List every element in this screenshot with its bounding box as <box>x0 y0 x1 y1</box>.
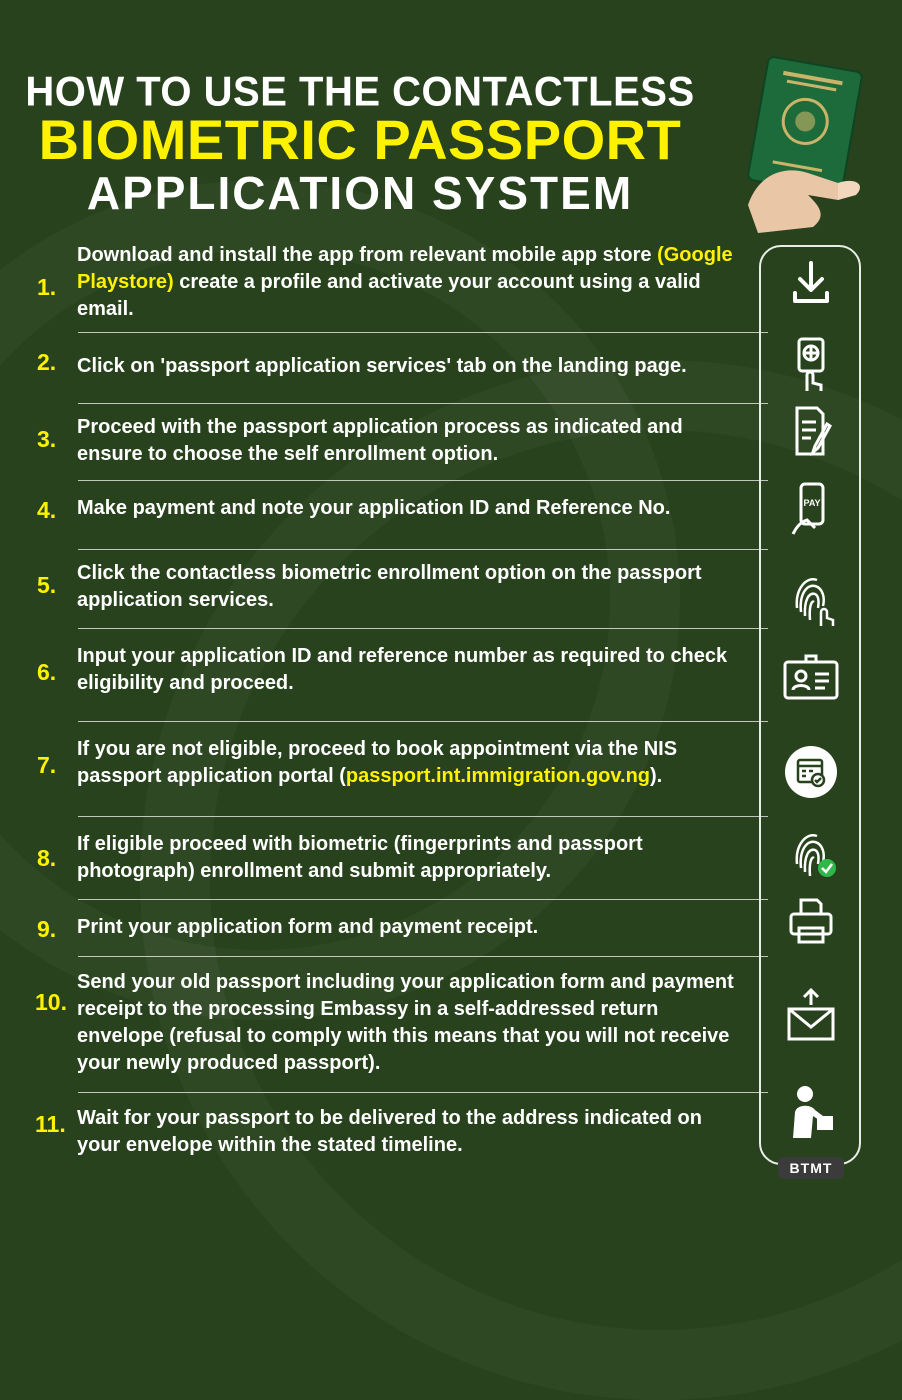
step-number: 3. <box>37 426 57 452</box>
step-text: Send your old passport including your application form and payment receipt to the processing Embassy in a self-addressed return envelope (refusal to comply with this means that you will not receive your newly produced passport). <box>77 971 734 1074</box>
title-line-2: BIOMETRIC PASSPORT <box>38 108 682 171</box>
title-line-3: APPLICATION SYSTEM <box>86 167 634 219</box>
step-text: Wait for your passport to be delivered to the address indicated on your envelope within the stated timeline. <box>77 1107 702 1156</box>
passport-in-hand-illustration <box>738 55 888 235</box>
step-2 <box>30 333 740 403</box>
svg-text:PAY: PAY <box>803 498 821 508</box>
step-number: 11. <box>35 1111 66 1137</box>
step-number: 2. <box>37 349 57 375</box>
step-number: 5. <box>37 572 57 598</box>
step-number: 9. <box>37 916 57 942</box>
portal-link[interactable]: passport.int.immigration.gov.ng <box>345 765 651 787</box>
document-edit-icon <box>771 402 851 462</box>
download-icon <box>771 255 851 315</box>
fingerprint-touch-icon <box>771 568 851 628</box>
step-text: If eligible proceed with biometric (fingerprints and passport photograph) enrollment and submit appropriately. <box>77 833 643 882</box>
phone-pay-icon <box>771 482 851 542</box>
step-4 <box>30 481 740 549</box>
step-text: If you are not eligible, proceed to book appointment via the NIS passport application portal (passport.int.immigration.gov.ng). <box>77 738 678 787</box>
step-text: Download and install the app from relevant mobile app store (Google Playstore) create a profile and activate your account using a valid email. <box>77 244 733 320</box>
step-number: 4. <box>37 497 57 523</box>
step-3 <box>30 404 740 480</box>
step-text: Input your application ID and reference number as required to check eligibility and proceed. <box>77 645 728 694</box>
step-5 <box>30 550 740 628</box>
step-10 <box>30 957 740 1092</box>
step-number: 10. <box>35 989 67 1015</box>
printer-icon <box>771 892 851 952</box>
step-1 <box>30 238 740 332</box>
step-9 <box>30 900 740 956</box>
steps-list <box>30 238 740 1173</box>
step-text: Make payment and note your application ID and Reference No. <box>77 497 671 519</box>
id-card-icon <box>771 650 851 710</box>
delivery-person-icon <box>771 1082 851 1142</box>
step-number: 6. <box>37 659 57 685</box>
step-8 <box>30 817 740 899</box>
fingerprint-verified-icon <box>771 822 851 882</box>
step-text: Proceed with the passport application process as indicated and ensure to choose the self enrollment option. <box>77 416 683 465</box>
step-6 <box>30 629 740 721</box>
step-text: Click on 'passport application services' tab on the landing page. <box>77 355 687 377</box>
step-11 <box>30 1093 740 1173</box>
brand-logo: BTMT <box>778 1157 844 1179</box>
playstore-highlight: (Google Playstore) <box>77 244 733 293</box>
send-envelope-icon <box>771 985 851 1045</box>
step-number: 8. <box>37 845 57 871</box>
step-7 <box>30 722 740 816</box>
step-text: Click the contactless biometric enrollment option on the passport application services. <box>77 562 702 611</box>
title-line-1: HOW TO USE THE CONTACTLESS <box>25 68 695 116</box>
calendar-appointment-icon <box>771 742 851 802</box>
passport-touch-icon <box>771 335 851 395</box>
step-number: 1. <box>37 274 57 300</box>
step-text: Print your application form and payment receipt. <box>77 916 539 938</box>
step-number: 7. <box>37 752 57 778</box>
